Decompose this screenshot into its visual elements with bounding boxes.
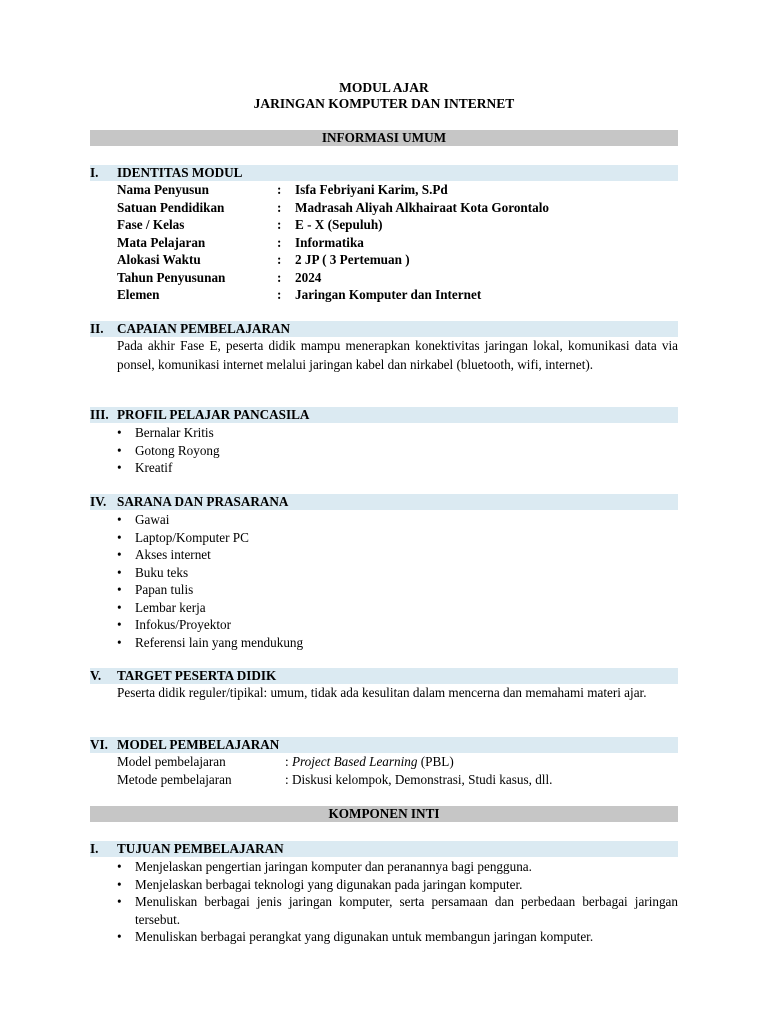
model-value bbox=[285, 753, 454, 771]
model-label: Model pembelajaran bbox=[117, 754, 226, 769]
metode-label: Metode pembelajaran bbox=[117, 772, 232, 787]
identitas-label: Nama Penyusun bbox=[117, 182, 209, 197]
section-number: II. bbox=[90, 321, 104, 336]
section-identitas-header bbox=[90, 165, 678, 181]
bullet-icon: • bbox=[117, 859, 122, 874]
identitas-label: Satuan Pendidikan bbox=[117, 199, 225, 215]
colon: : bbox=[277, 182, 282, 197]
section-target-header bbox=[90, 668, 678, 684]
section-title: IDENTITAS MODUL bbox=[117, 165, 243, 180]
list-item-text: Bernalar Kritis bbox=[135, 425, 214, 440]
bullet-icon: • bbox=[117, 929, 122, 944]
colon: : bbox=[277, 199, 282, 215]
section-title: TARGET PESERTA DIDIK bbox=[117, 668, 277, 683]
list-item-text: Buku teks bbox=[135, 564, 189, 580]
section-title: CAPAIAN PEMBELAJARAN bbox=[117, 321, 291, 336]
identitas-value: 2024 bbox=[295, 269, 322, 285]
bullet-icon: • bbox=[117, 425, 122, 440]
bullet-icon: • bbox=[117, 582, 122, 597]
document-title: MODUL AJAR bbox=[339, 80, 429, 95]
model-value-rest: (PBL) bbox=[417, 754, 454, 769]
identitas-label: Mata Pelajaran bbox=[117, 234, 206, 250]
bullet-icon: • bbox=[117, 547, 122, 562]
bullet-icon: • bbox=[117, 442, 122, 458]
section-number: III. bbox=[90, 407, 109, 422]
list-item-text: Menjelaskan berbagai teknologi yang digunakan pada jaringan komputer. bbox=[135, 876, 523, 892]
list-item-text: Laptop/Komputer PC bbox=[135, 529, 249, 545]
model-value-italic: Project Based Learning bbox=[291, 754, 418, 769]
section-number: VI. bbox=[90, 737, 108, 752]
komponen-inti-header: KOMPONEN INTI bbox=[90, 806, 678, 822]
identitas-value: Isfa Febriyani Karim, S.Pd bbox=[295, 182, 448, 197]
identitas-label: Alokasi Waktu bbox=[117, 252, 201, 267]
section-tujuan-header bbox=[90, 841, 678, 857]
target-paragraph: Peserta didik reguler/tipikal: umum, tidak ada kesulitan dalam mencerna dan memahami materi ajar. bbox=[117, 685, 647, 700]
identitas-label: Elemen bbox=[117, 287, 160, 302]
list-item-text: Gawai bbox=[135, 512, 170, 527]
section-number: V. bbox=[90, 668, 102, 683]
colon: : bbox=[277, 269, 282, 285]
list-item-text: Menuliskan berbagai jenis jaringan komputer, serta persamaan dan perbedaan berbagai jaringan tersebut. bbox=[135, 894, 678, 927]
section-title: MODEL PEMBELAJARAN bbox=[117, 737, 280, 752]
identitas-value: Madrasah Aliyah Alkhairaat Kota Gorontalo bbox=[295, 199, 550, 215]
identitas-label: Fase / Kelas bbox=[117, 217, 185, 232]
section-profil-header bbox=[90, 407, 678, 423]
metode-value: : Diskusi kelompok, Demonstrasi, Studi kasus, dll. bbox=[285, 772, 553, 787]
bullet-icon: • bbox=[117, 599, 122, 615]
section-capaian-header bbox=[90, 321, 678, 337]
bullet-icon: • bbox=[117, 617, 122, 632]
informasi-umum-header: INFORMASI UMUM bbox=[90, 130, 678, 146]
section-sarana-header bbox=[90, 494, 678, 510]
list-item-text: Lembar kerja bbox=[135, 599, 206, 615]
bullet-icon: • bbox=[117, 512, 122, 527]
list-item-text: Menuliskan berbagai perangkat yang digunakan untuk membangun jaringan komputer. bbox=[135, 929, 594, 944]
colon: : bbox=[277, 252, 282, 267]
document-subtitle: JARINGAN KOMPUTER DAN INTERNET bbox=[253, 96, 515, 111]
identitas-value: Informatika bbox=[295, 234, 364, 250]
identitas-value: Jaringan Komputer dan Internet bbox=[295, 287, 482, 302]
section-title: SARANA DAN PRASARANA bbox=[117, 494, 289, 509]
colon: : bbox=[277, 287, 282, 302]
colon: : bbox=[277, 234, 282, 250]
list-item-text: Akses internet bbox=[135, 547, 211, 562]
section-number: IV. bbox=[90, 494, 107, 509]
bullet-icon: • bbox=[117, 460, 122, 475]
bullet-icon: • bbox=[117, 529, 122, 545]
section-number: I. bbox=[90, 165, 99, 180]
list-item-text: Referensi lain yang mendukung bbox=[135, 634, 304, 650]
bullet-icon: • bbox=[117, 564, 122, 580]
list-item-text: Infokus/Proyektor bbox=[135, 617, 231, 632]
identitas-label: Tahun Penyusunan bbox=[117, 269, 226, 285]
colon: : bbox=[277, 217, 282, 232]
section-title: PROFIL PELAJAR PANCASILA bbox=[117, 407, 310, 422]
capaian-paragraph: Pada akhir Fase E, peserta didik mampu menerapkan konektivitas jaringan lokal, komunikasi data via ponsel, komunikasi internet melalui jaringan kabel dan nirkabel (bluetooth, wifi, internet). bbox=[117, 338, 678, 372]
bullet-icon: • bbox=[117, 876, 122, 892]
section-title: TUJUAN PEMBELAJARAN bbox=[117, 841, 284, 856]
identitas-value: 2 JP ( 3 Pertemuan ) bbox=[295, 252, 410, 267]
bullet-icon: • bbox=[117, 634, 122, 650]
list-item-text: Kreatif bbox=[135, 460, 173, 475]
section-model-header bbox=[90, 737, 678, 753]
list-item-text: Menjelaskan pengertian jaringan komputer dan peranannya bagi pengguna. bbox=[135, 859, 532, 874]
colon: : bbox=[285, 754, 292, 769]
identitas-value: E - X (Sepuluh) bbox=[295, 217, 383, 232]
list-item-text: Papan tulis bbox=[135, 582, 194, 597]
list-item-text: Gotong Royong bbox=[135, 442, 220, 458]
section-number: I. bbox=[90, 841, 99, 856]
bullet-icon: • bbox=[117, 894, 122, 909]
